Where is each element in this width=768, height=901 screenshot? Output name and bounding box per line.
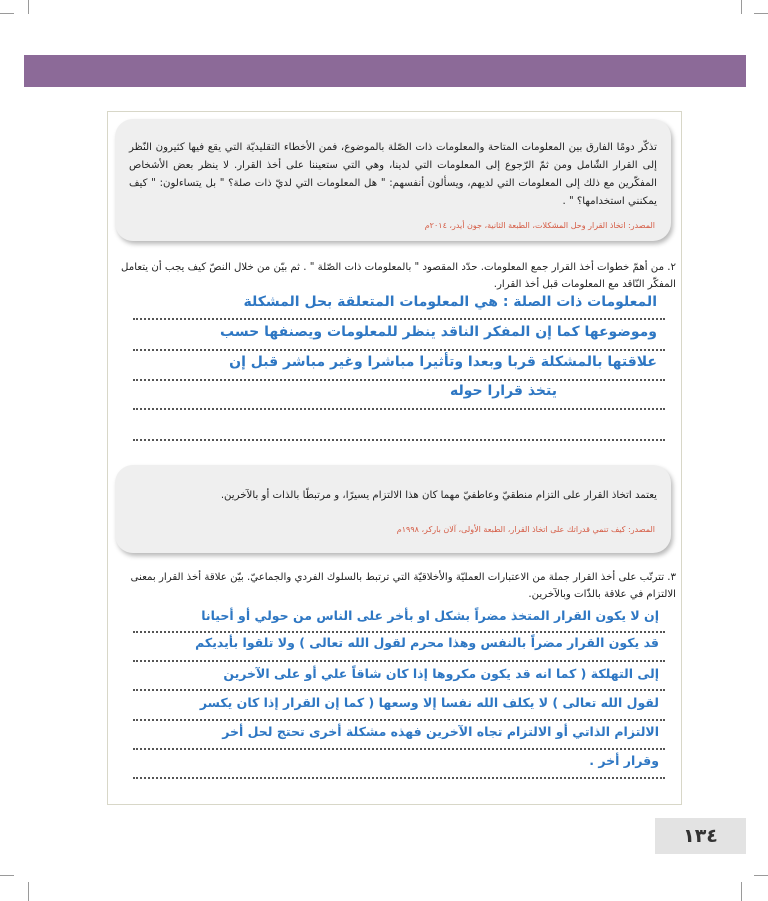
question-2-text: ٢. من أهمّ خطوات أخذ القرار جمع المعلومات. حدّد المقصود " بالمعلومات ذات الصّلة " . ثم بيّن من خلال النصّ كيف يجب أن يتعامل المفكّر النّاقد مع المعلومات قبل أخذ القرار. [121, 262, 676, 290]
answer-line: المعلومات ذات الصلة : هي المعلومات المتعلقة بحل المشكلة [243, 294, 657, 310]
crop-mark [28, 882, 29, 901]
dotted-line [133, 660, 665, 662]
header-band [24, 55, 746, 87]
quote-box [115, 465, 671, 553]
dotted-line [133, 631, 665, 633]
answer-line: إن لا يكون القرار المتخذ مضراً بشكل او بأخر على الناس من حولي أو أحيانا [201, 608, 659, 623]
dotted-line [133, 318, 665, 320]
answer-line: لقول الله تعالى ) لا يكلف الله نفسا إلا وسعها ( كما إن القرار إذا كان يكسر [199, 695, 659, 710]
quote-box [115, 119, 671, 241]
dotted-line [133, 719, 665, 721]
crop-mark [28, 0, 29, 14]
dotted-line [133, 379, 665, 381]
crop-mark [0, 13, 14, 14]
quote-source: المصدر: اتخاذ القرار وحل المشكلات، الطبعة الثانية، جون أيدر، ٢٠١٤م [424, 221, 655, 230]
answer-line: وموضوعها كما إن المفكر الناقد ينظر للمعلومات ويصنفها حسب [220, 324, 657, 340]
answer-line: يتخذ قرارا حوله [449, 383, 557, 399]
question-3-text: ٣. تترتّب على أخذ القرار جملة من الاعتبارات العمليّة والأخلاقيّة التي ترتبط بالسلوك الفردي والجماعيّ. بيّن علاقة أخذ القرار بمعنى الالتزام في علاقة بالذّات وبالآخرين. [130, 572, 676, 600]
quote-source: المصدر: كيف تنمي قدراتك على اتخاذ القرار، الطبعة الأولى، آلان باركر، ١٩٩٨م [396, 525, 655, 534]
crop-mark [754, 13, 768, 14]
quote-text: يعتمد اتخاذ القرار على التزام منطقيّ وعاطفيّ مهما كان هذا الالتزام يسيرًا، و مرتبطًا بالذات أو بالآخرين. [220, 490, 657, 501]
crop-mark [741, 0, 742, 14]
crop-mark [754, 875, 768, 876]
answer-line: وقرار أخر . [589, 753, 659, 768]
crop-mark [741, 882, 742, 901]
dotted-line [133, 689, 665, 691]
answer-line: إلى التهلكة ( كما انه قد يكون مكروها إذا كان شاقاً علي أو على الآخرين [223, 666, 659, 681]
page-number: ١٣٤ [655, 818, 746, 854]
dotted-line [133, 349, 665, 351]
answer-line: قد يكون القرار مضراً بالنفس وهذا محرم لقول الله تعالى ) ولا تلقوا بأيديكم [195, 635, 659, 650]
dotted-line [133, 748, 665, 750]
content-frame [107, 111, 682, 805]
answer-line: علاقتها بالمشكلة قربا وبعدا وتأثيرا مباشرا وغير مباشر قبل إن [229, 354, 657, 370]
dotted-line [133, 777, 665, 779]
dotted-line [133, 439, 665, 441]
quote-text: تذكّر دومًا الفارق بين المعلومات المتاحة والمعلومات ذات الصّلة بالموضوع، فمن الأخطاء التقليديّة التي يقع فيها كثيرون النّظر إلى القرار الشّامل ومن ثمّ الرّجوع إلى المعلومات التي لدينا، وهي التي ستعيننا على أخذ القرار. لا ينظر بعض الأشخاص المفكّرين مع ذلك إلى المعلومات التي لديهم، ويسألون أنفسهم: " هل المعلومات التي لديّ ذات صلة؟ " بل يتساءلون: " كيف يمكنني استخدامها؟ " . [129, 142, 657, 207]
answer-line: الالتزام الذاتي أو الالتزام تجاه الآخرين فهذه مشكلة أخرى تحتج لحل أخر [222, 724, 659, 739]
dotted-line [133, 408, 665, 410]
crop-mark [0, 875, 14, 876]
